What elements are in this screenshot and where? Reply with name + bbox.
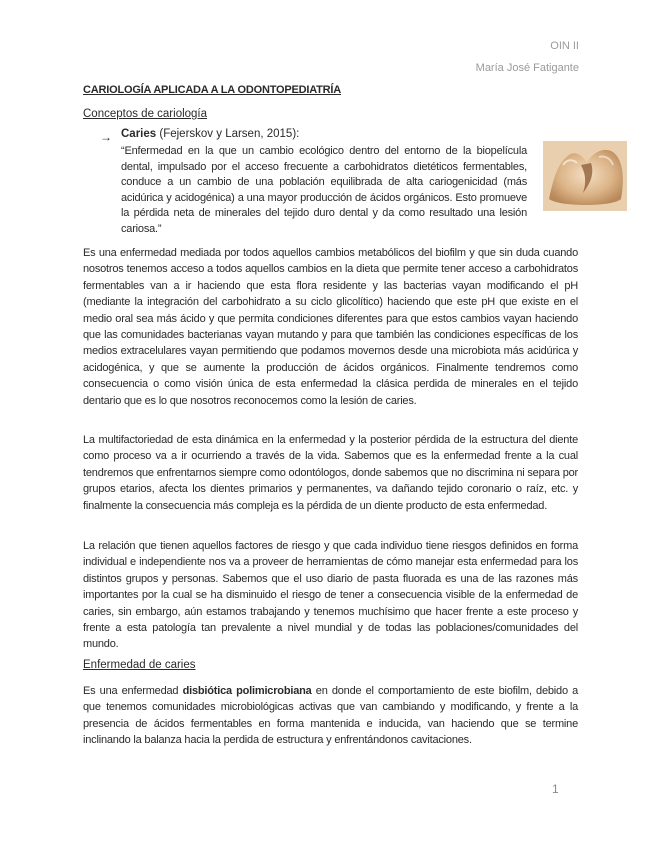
document-title: CARIOLOGÍA APLICADA A LA ODONTOPEDIATRÍA: [83, 84, 342, 96]
header-course: OIN II: [550, 40, 579, 52]
para4-after: en donde el comportamiento de este biofilm, debido a que tenemos comunidades microbiológicas activas que van cambiando y modificando, y frente a la presencia de ácidos fermentables en forma mantenida e inducida, van haciendo que se termine inclinando la balanza hacia la perdida de estructura y enfrentándonos cavitaciones.: [83, 685, 578, 747]
tooth-photo: [543, 141, 627, 211]
caries-definition-quote: “Enfermedad en la que un cambio ecológico dentro del entorno de la biopelícula dental, impulsado por el acceso frecuente a carbohidratos dietéticos fermentables, conduce a un cambio de una población equilibrada de alta cariogenicidad (más acidúrica y acidogénica) a una mayor producción de ácidos orgánicos. Esto promueve la pérdida neta de minerales del tejido duro dental y da como resultado una lesión cariosa.”: [121, 145, 527, 235]
section-heading-concepts: Conceptos de cariología: [83, 108, 208, 120]
para4-bold-term: disbiótica polimicrobiana: [182, 685, 312, 697]
header-author: María José Fatigante: [475, 62, 579, 74]
page-number: 1: [552, 782, 559, 796]
paragraph-multifactorial: La multifactoriedad de esta dinámica en la enfermedad y la posterior pérdida de la estructura del diente como proceso va a ir ocurriendo a través de la vida. Sabemos que es la enfermedad frente a la cual tendremos que enfrentarnos siempre como odontólogos, donde sabemos que no discrimina ni separa por grupos etarios, afecta los dientes primarios y permanentes, va dañando tejido coronario o raíz, etc. y finalmente la consecuencia más compleja es la pérdida de un diente producto de esta enfermedad.: [83, 434, 578, 512]
paragraph-biofilm: Es una enfermedad mediada por todos aquellos cambios metabólicos del biofilm y que sin duda cuando nosotros tenemos acceso a todos aquellos cambios en la dieta que permite tener acceso a carbohidratos fermentables van a ir haciendo que esta flora residente y las bacterias vayan modificando el pH (mediante la integración del carbohidrato a su ciclo glicolítico) haciendo que este pH que existe en el medio oral sea más ácido y que permita condiciones diferentes para que estos cambios vayan haciendo que las comunidades bacterianas vayan mutando y para que también las condiciones específicas de los medios extracelulares vayan permitiendo que podamos movernos desde una microbiota más acidúrica y acidogénica, y que se aumente la producción de ácidos orgánicos. Finalmente tendremos como consecuencia o como visión única de esta enfermedad la clásica perdida de minerales en el tejido dentario que es lo que nosotros reconocemos como la lesión de caries.: [83, 247, 578, 407]
section-heading-caries-disease: Enfermedad de caries: [83, 659, 196, 671]
paragraph-dysbiotic: [83, 683, 578, 749]
caries-definition-heading: [121, 128, 299, 140]
caries-citation: (Fejerskov y Larsen, 2015):: [159, 128, 300, 140]
para4-before: Es una enfermedad: [83, 685, 183, 697]
paragraph-risk-factors: La relación que tienen aquellos factores de riesgo y que cada individuo tiene riesgos definidos en forma individual e independiente nos va a proveer de herramientas de cómo manejar esta enfermedad para los distintos grupos y personas. Sabemos que el uso diario de pasta fluorada es una de las razones más importantes por la cual se ha disminuido el riesgo de tener a consecuencia visible de la enfermedad de caries, sin embargo, aún estamos trabajando y tenemos muchísimo que hacer frente a este proceso y frente a esta patología tan prevalente a nivel mundial y de todas las poblaciones/comunidades del mundo.: [83, 540, 578, 651]
caries-term: Caries: [121, 128, 157, 140]
right-arrow-icon: →: [100, 130, 112, 144]
